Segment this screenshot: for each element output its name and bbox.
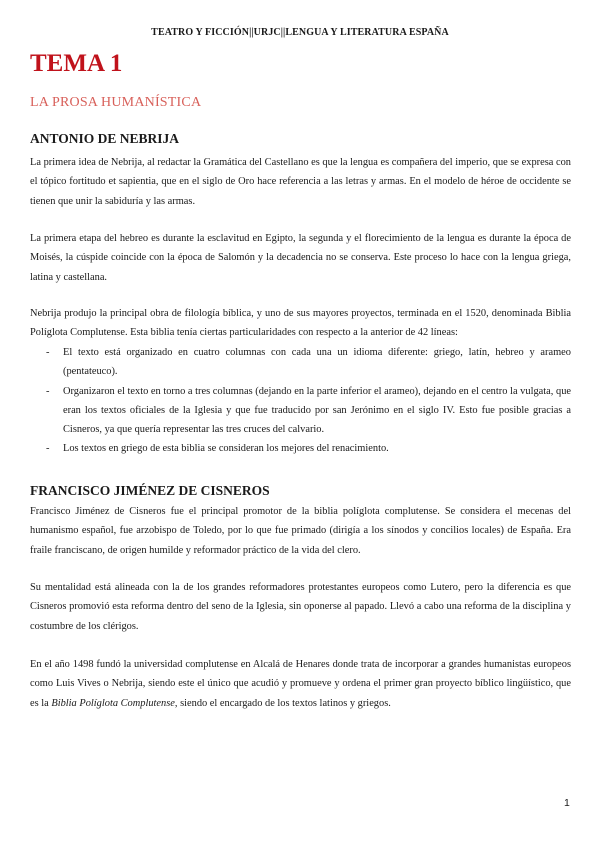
list-marker: - — [46, 443, 50, 455]
running-header: TEATRO Y FICCIÓN||URJC||LENGUA Y LITERATURA ESPAÑA — [151, 27, 449, 38]
list-marker: - — [46, 347, 50, 358]
list-item-text: Organizaron el texto en torno a tres columnas (dejando en la parte inferior el arameo), dejando en el centro la vulgata, que eran los textos oficiales de la Iglesia y que fue traducido por san Jerónimo en el siglo IV. Esto fue posible gracias a Cisneros, ya que quería representar las tres cruces del calvario. — [63, 385, 571, 436]
list-item — [30, 439, 571, 458]
page-number: 1 — [564, 797, 570, 809]
paragraph-text: , siendo el encargado de los textos latinos y griegos. — [174, 697, 391, 709]
bullet-list — [30, 343, 571, 459]
list-item — [30, 382, 571, 440]
paragraph: La primera etapa del hebreo es durante la esclavitud en Egipto, la segunda y el florecimiento de la lengua es durante la época de Moisés, la cúspide coincide con la época de Salomón y la decadencia no se conserva. Este proceso lo hace con la lengua griega, latina y castellana. — [30, 233, 571, 283]
book-title: Biblia Políglota Complutense — [51, 697, 175, 709]
page-subtitle: LA PROSA HUMANÍSTICA — [30, 95, 202, 110]
list-item-text: Los textos en griego de esta biblia se consideran los mejores del renacimiento. — [63, 443, 389, 455]
section-heading-cisneros: FRANCISCO JIMÉNEZ DE CISNEROS — [30, 483, 270, 498]
paragraph-text: En el año 1498 fundó la universidad complutense en Alcalá de Henares donde trata de incorporar a grandes humanistas europeos como Luis Vives o Nebrija, siendo este el único que acudió y promueve y ordena el primer gran proyecto bíblico lingüístico, que es la — [30, 659, 571, 709]
section-heading-nebrija: ANTONIO DE NEBRIJA — [30, 131, 180, 146]
paragraph: Nebrija produjo la principal obra de filología bíblica, y uno de sus mayores proyectos, terminada en el 1520, denominada Biblia Políglota Complutense. Esta biblia tenía ciertas particularidades con respecto a la anterior de 42 líneas: — [30, 308, 571, 339]
paragraph: La primera idea de Nebrija, al redactar la Gramática del Castellano es que la lengua es compañera del imperio, que se expresa con el tópico fortitudo et sapientia, que en el siglo de Oro hace referencia a las letras y armas. En el modelo de héroe de occidente se tienen que unir la sabiduría y las armas. — [30, 157, 571, 207]
paragraph: Su mentalidad está alineada con la de los grandes reformadores protestantes europeos como Lutero, pero la diferencia es que Cisneros promovió esta reforma dentro del seno de la Iglesia, sin oponerse al papado. Llevó a cabo una reforma de la disciplina y costumbre de los clérigos. — [30, 582, 571, 632]
list-marker: - — [46, 385, 50, 397]
paragraph — [30, 655, 571, 713]
list-item — [30, 343, 571, 382]
list-item-text: El texto está organizado en cuatro columnas con cada una un idioma diferente: griego, latín, hebreo y arameo (pentateuco). — [63, 347, 571, 378]
page-title: TEMA 1 — [30, 50, 123, 77]
paragraph: Francisco Jiménez de Cisneros fue el principal promotor de la biblia políglota complutense. Se considera el mecenas del humanismo español, fue arzobispo de Toledo, por lo que fue primado (dirigía a los sínodos y concilios locales) de España. Era fraile franciscano, de origen humilde y reformador práctico de la vida del clero. — [30, 506, 571, 556]
